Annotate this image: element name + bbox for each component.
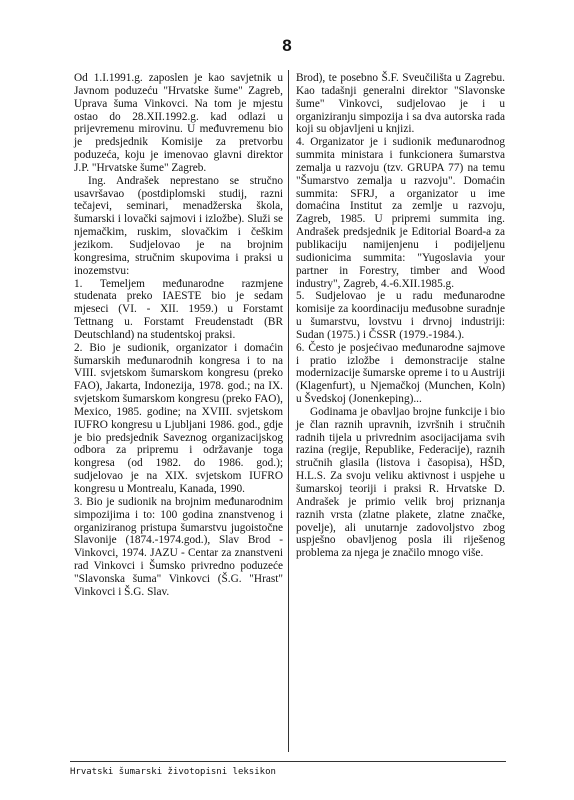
paragraph: Ing. Andrašek neprestano se stručno usavršavao (postdiplomski studij, razni tečajevi, seminari, menadžerska škola, šumarski i lovački sajmovi i izložbe). Služi se njemačkim, ruskim, slovačkim i češkim jezikom. Sudjelovao je na brojnim kongresima, stručnim skupovima i praksi u inozemstvu: — [74, 174, 283, 277]
column-divider — [288, 70, 289, 752]
footer-divider — [70, 761, 506, 762]
right-column — [296, 72, 505, 560]
left-column — [74, 72, 283, 599]
list-item: 3. Bio je sudionik na brojnim međunarodnim simpozijima i to: 100 godina znanstvenog i organiziranog pristupa šumarstvu jugoistočne Slavonije (1874.-1974.god.), Slav Brod - Vinkovci, 1974. JAZU - Centar za znanstveni rad Vinkovci i Šumsko privredno poduzeće "Slavonska šuma" Vinkovci (Š.G. "Hrast" Vinkovci i Š.G. Slav. — [74, 495, 283, 598]
paragraph: Godinama je obavljao brojne funkcije i bio je član raznih upravnih, izvršnih i stručnih radnih tijela u privrednim asocijacijama svih razina (regije, Republike, Federacije), raznih stručnih glasila (listova i časopisa), HŠD, H.L.S. Za svoju veliku aktivnost i uspjehe u šumarskoj teoriji i praksi R. Hrvatske D. Andrašek je primio velik broj priznanja raznih vrsta (zlatne plakete, zlatne značke, povelje), ali unutarnje zadovoljstvo zbog uspješno obavljenog posla ili riješenog problema za njega je značilo mnogo više. — [296, 405, 505, 560]
paragraph: Brod), te posebno Š.F. Sveučilišta u Zagrebu. Kao tadašnji generalni direktor "Slavonske šume" Vinkovci, sudjelovao je i u organiziranju simpozija i sa dva autorska rada koji su objavljeni u knjizi. — [296, 72, 505, 136]
footer-title: Hrvatski šumarski životopisni leksikon — [70, 767, 276, 777]
list-item: 5. Sudjelovao je u radu međunarodne komisije za koordinaciju međusobne suradnje u šumarstvu, lovstvu i drvnoj industriji: Sudan (1975.) i ČSSR (1979.-1984.). — [296, 290, 505, 341]
list-item: 4. Organizator je i sudionik međunarodnog summita ministara i funkcionera šumarstva zemalja u razvoju (tzv. GRUPA 77) na temu "Šumarstvo zemalja u razvoju". Domaćin summita: SFRJ, a organizator u ime domaćina Institut za zemlje u razvoju, Zagreb, 1985. U pripremi summita ing. Andrašek predsjednik je Editorial Board-a za publikaciju namijenjenu i podijeljenu sudionicima summita: "Yugoslavia your partner in Forestry, timber and Wood industry", Zagreb, 4.-6.XII.1985.g. — [296, 136, 505, 290]
list-item: 6. Često je posjećivao međunarodne sajmove i pratio izložbe i demonstracije stalne modernizacije šumarske opreme i to u Austriji (Klagenfurt), u Njemačkoj (Munchen, Koln) u Švedskoj (Jonenkeping)... — [296, 341, 505, 406]
page-number: 8 — [282, 36, 292, 55]
paragraph: Od 1.I.1991.g. zaposlen je kao savjetnik u Javnom poduzeću "Hrvatske šume" Zagreb, Uprava šuma Vinkovci. Na tom je mjestu ostao do 28.XII.1992.g. kad odlazi u prijevremenu mirovinu. U međuvremenu bio je predsjednik Komisije za pretvorbu poduzeća, koju je imenovao glavni direktor J.P. "Hrvatske šume" Zagreb. — [74, 72, 283, 174]
list-item: 2. Bio je sudionik, organizator i domaćin šumarskih međunarodnih kongresa i to na VIII. svjetskom šumarskom kongresu (preko FAO), Jakarta, Indonezija, 1978. god.; na IX. svjetskom šumarskom kongresu (preko FAO), Mexico, 1985. godine; na XVIII. svjetskom IUFRO kongresu u Ljubljani 1986. god., gdje je bio predsjednik Saveznog organizacijskog odbora za pripremu i održavanje toga kongresa (od 1982. do 1986. god.); sudjelovao je na XIX. svjetskom IUFRO kongresu u Montrealu, Kanada, 1990. — [74, 341, 283, 495]
list-item: 1. Temeljem međunarodne razmjene studenata preko IAESTE bio je sedam mjeseci (VI. - XII. 1959.) u Forstamt Tettnang u. Forstamt Freudenstadt (BR Deutschland) na studentskoj praksi. — [74, 277, 283, 341]
